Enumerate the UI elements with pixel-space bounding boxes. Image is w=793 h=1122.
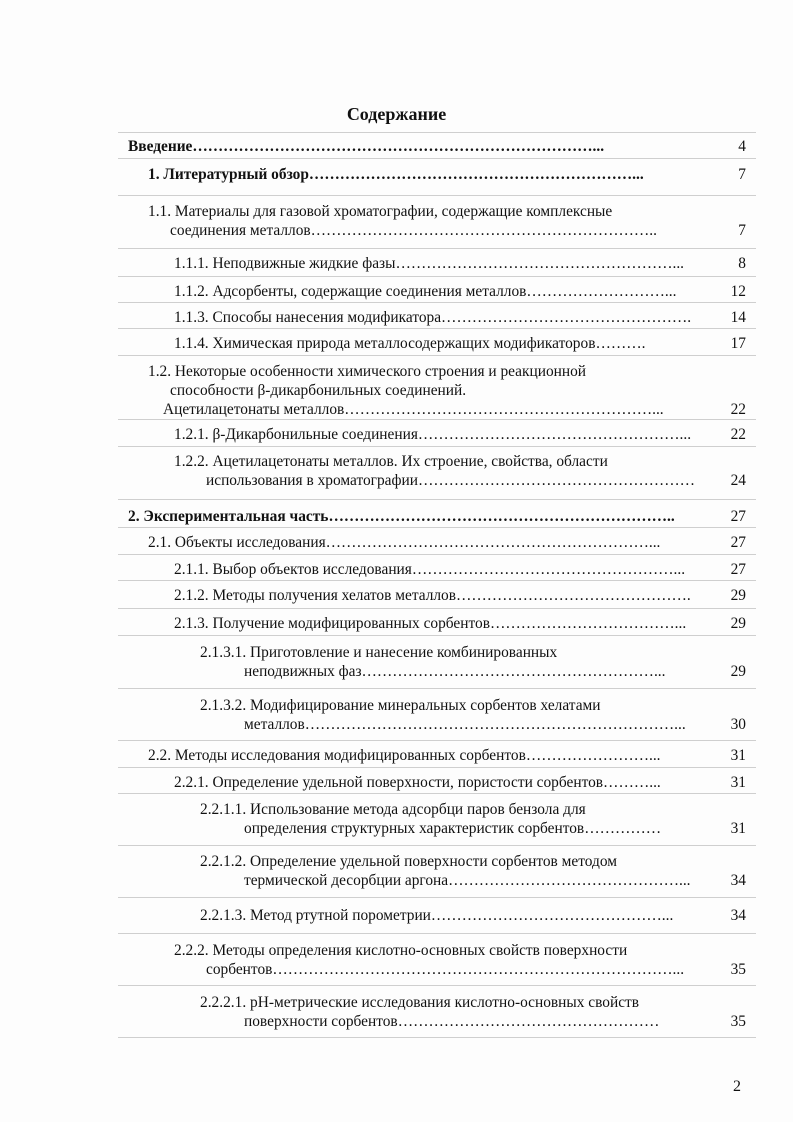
toc-entry-page: 17: [730, 335, 746, 352]
toc-entry-page: 24: [730, 472, 746, 489]
toc-entry-title: [174, 334, 645, 353]
toc-entry-line: термической десорбции аргона………………………………………...: [244, 872, 691, 889]
table-of-contents: [118, 132, 756, 1038]
toc-entry-line: 2.2.2.1. pH-метрические исследования кислотно-основных свойств: [200, 994, 640, 1011]
toc-entry-page: 34: [730, 907, 746, 924]
toc-entry-title: [200, 696, 686, 734]
toc-row: [118, 636, 756, 689]
toc-entry-page: 29: [730, 663, 746, 680]
toc-entry-line: 1. Литературный обзор………………………………………………………...: [148, 166, 644, 183]
toc-row: [118, 196, 756, 249]
toc-row: [118, 303, 756, 329]
toc-entry-line: способности β-дикарбонильных соединений.: [170, 382, 467, 399]
toc-entry-title: [148, 202, 657, 240]
toc-entry-line: 1.1. Материалы для газовой хроматографии, содержащие комплексные: [148, 203, 613, 220]
toc-entry-line: 1.1.4. Химическая природа металлосодержащих модификаторов……….: [174, 335, 646, 352]
toc-entry-page: 27: [730, 534, 746, 551]
toc-row: [118, 420, 756, 447]
toc-entry-title: [174, 941, 684, 979]
toc-entry-title: [200, 643, 666, 681]
toc-row: [118, 986, 756, 1038]
toc-row: [118, 741, 756, 768]
toc-entry-page: 22: [730, 426, 746, 443]
toc-row: [118, 689, 756, 741]
toc-entry-line: 1.1.2. Адсорбенты, содержащие соединения металлов………………………...: [174, 283, 677, 300]
toc-entry-line: 1.1.1. Неподвижные жидкие фазы………………………………………………...: [174, 255, 685, 272]
toc-entry-page: 29: [730, 587, 746, 604]
toc-row: [118, 447, 756, 500]
toc-row: [118, 768, 756, 794]
toc-row: [118, 794, 756, 846]
toc-entry-line: 2.2.1.2. Определение удельной поверхности сорбентов методом: [200, 853, 617, 870]
toc-row: [118, 528, 756, 555]
toc-entry-line: 2.2.1.3. Метод ртутной порометрии………………………………………...: [200, 907, 674, 924]
toc-entry-line: 2. Экспериментальная часть…………………………………………………………..: [128, 508, 675, 525]
toc-entry-page: 31: [730, 747, 746, 764]
toc-entry-page: 29: [730, 615, 746, 632]
toc-entry-title: [174, 308, 691, 327]
toc-entry-line: 1.2.1. β-Дикарбонильные соединения……………………………………………...: [174, 426, 692, 443]
toc-entry-page: 35: [730, 961, 746, 978]
toc-entry-page: 4: [738, 138, 746, 155]
toc-entry-title: [128, 137, 604, 156]
toc-entry-title: [174, 282, 676, 301]
toc-entry-page: 35: [730, 1013, 746, 1030]
toc-entry-page: 31: [730, 774, 746, 791]
toc-row: [118, 609, 756, 636]
toc-entry-title: [174, 452, 695, 490]
toc-entry-title: [128, 507, 675, 526]
toc-row: [118, 133, 756, 159]
toc-entry-page: 27: [730, 561, 746, 578]
toc-row: [118, 329, 756, 356]
toc-entry-title: [174, 773, 661, 792]
toc-entry-line: 2.1. Объекты исследования………………………………………………………...: [148, 534, 661, 551]
toc-entry-line: сорбентов……………………………………………………………………...: [206, 961, 685, 978]
toc-entry-line: 2.2. Методы исследования модифицированных сорбентов……………………...: [148, 747, 661, 764]
toc-entry-line: неподвижных фаз…………………………………………………...: [244, 663, 666, 680]
toc-entry-title: [200, 800, 661, 838]
toc-row: [118, 898, 756, 934]
toc-entry-title: [200, 852, 691, 890]
toc-entry-line: поверхности сорбентов……………………………………………: [244, 1013, 660, 1030]
toc-entry-line: 1.1.3. Способы нанесения модификатора………………………………………….: [174, 309, 692, 326]
toc-entry-page: 31: [730, 820, 746, 837]
toc-entry-line: 2.1.1. Выбор объектов исследования……………………………………………...: [174, 561, 686, 578]
page-number: 2: [733, 1078, 741, 1095]
toc-entry-line: Ацетилацетонаты металлов……………………………………………………...: [163, 401, 664, 418]
toc-entry-title: [200, 906, 673, 925]
toc-entry-page: 34: [730, 872, 746, 889]
toc-entry-title: [174, 614, 686, 633]
toc-entry-page: 12: [730, 283, 746, 300]
toc-entry-line: 1.2. Некоторые особенности химического строения и реакционной: [148, 363, 587, 380]
toc-entry-line: 2.2.2. Методы определения кислотно-основных свойств поверхности: [174, 942, 628, 959]
toc-entry-line: 2.1.3. Получение модифицированных сорбентов………………………………...: [174, 615, 687, 632]
toc-entry-title: [148, 362, 664, 419]
toc-row: [118, 581, 756, 609]
toc-entry-page: 14: [730, 309, 746, 326]
toc-entry-page: 7: [738, 166, 746, 183]
toc-entry-page: 27: [730, 508, 746, 525]
toc-entry-line: соединения металлов…………………………………………………………..: [170, 222, 657, 239]
toc-entry-title: [174, 560, 685, 579]
toc-row: [118, 277, 756, 303]
toc-entry-line: 2.1.3.2. Модифицирование минеральных сорбентов хелатами: [200, 697, 601, 714]
toc-entry-line: 2.1.2. Методы получения хелатов металлов……………………………………….: [174, 587, 691, 604]
toc-entry-line: Введение……………………………………………………………………...: [128, 138, 605, 155]
toc-entry-line: использования в хроматографии………………………………………………: [206, 472, 695, 489]
toc-entry-title: [148, 165, 644, 184]
toc-row: [118, 159, 756, 196]
toc-entry-line: металлов………………………………………………………………...: [244, 716, 686, 733]
toc-entry-title: [174, 425, 691, 444]
toc-entry-title: [148, 533, 660, 552]
toc-row: [118, 934, 756, 986]
toc-entry-page: 22: [730, 401, 746, 418]
toc-entry-title: [174, 586, 691, 605]
toc-row: [118, 356, 756, 420]
toc-entry-page: 8: [738, 255, 746, 272]
toc-entry-title: [148, 746, 661, 765]
toc-entry-line: 2.2.1.1. Использование метода адсорбци паров бензола для: [200, 801, 586, 818]
toc-entry-line: 1.2.2. Ацетилацетонаты металлов. Их строение, свойства, области: [174, 453, 608, 470]
toc-entry-line: определения структурных характеристик сорбентов……………: [244, 820, 662, 837]
toc-row: [118, 846, 756, 898]
toc-entry-line: 2.1.3.1. Приготовление и нанесение комбинированных: [200, 644, 558, 661]
toc-entry-title: [200, 993, 659, 1031]
toc-row: [118, 500, 756, 528]
toc-entry-line: 2.2.1. Определение удельной поверхности, пористости сорбентов………...: [174, 774, 661, 791]
toc-row: [118, 555, 756, 581]
toc-entry-page: 7: [738, 222, 746, 239]
toc-entry-page: 30: [730, 716, 746, 733]
toc-row: [118, 249, 756, 277]
page-title: Содержание: [346, 104, 447, 124]
toc-entry-title: [174, 254, 684, 273]
